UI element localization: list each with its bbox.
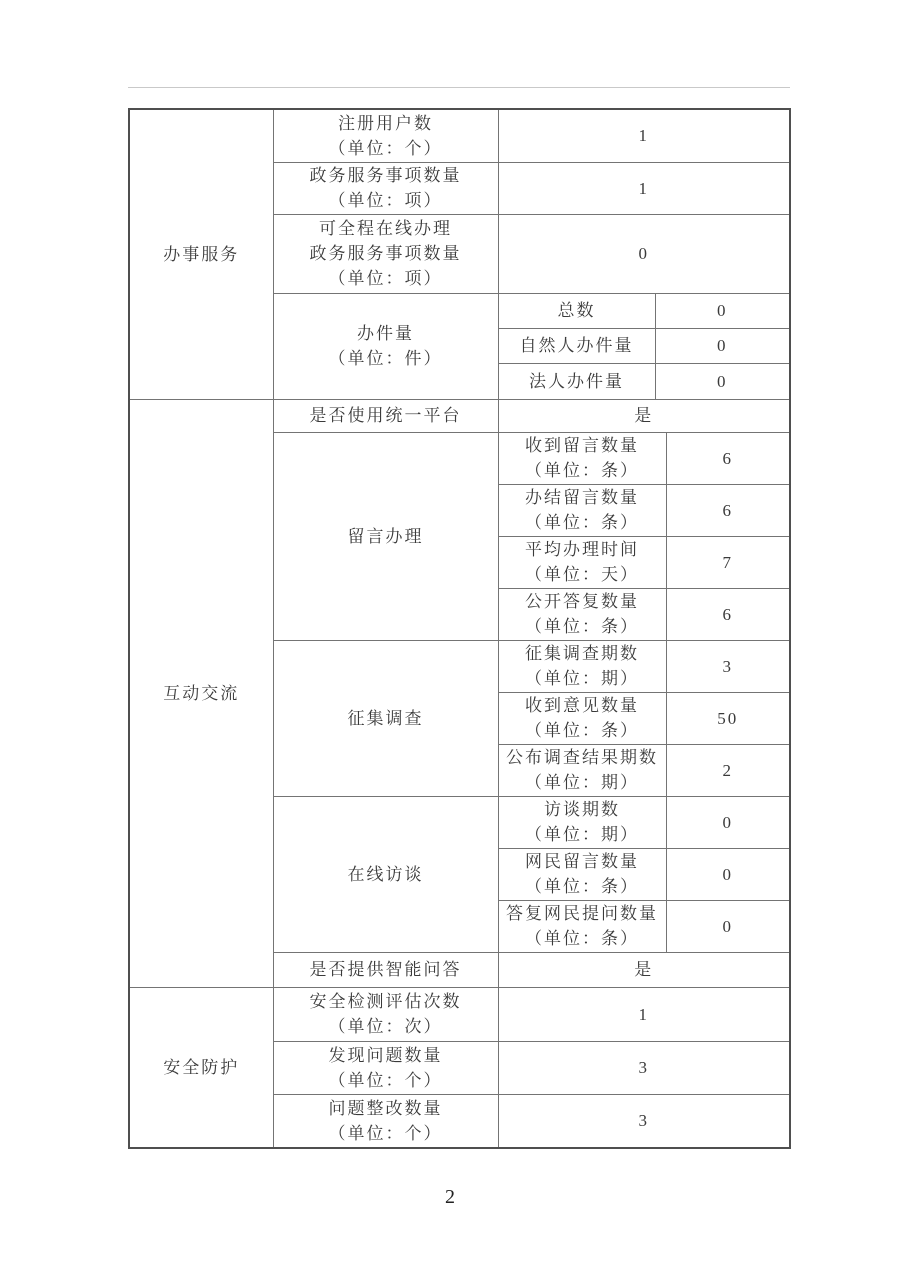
category-security-cell xyxy=(129,987,273,1148)
subitem-unit: （单位：期） xyxy=(525,669,639,688)
metric-label-cell xyxy=(273,162,498,214)
subitem-label-cell xyxy=(498,328,655,363)
group-cases-cell xyxy=(273,293,498,399)
metric-label-line2: 政务服务事项数量 xyxy=(309,244,462,263)
metric-value: 2 xyxy=(666,744,790,796)
subitem-label-cell xyxy=(498,692,666,744)
row-security-assessments xyxy=(129,987,790,1041)
metric-label: 是否提供智能问答 xyxy=(309,960,462,979)
metric-label-cell xyxy=(273,1094,498,1148)
metric-value: 1 xyxy=(498,109,790,162)
subitem-label: 平均办理时间 xyxy=(525,540,639,559)
subitem-label-cell xyxy=(498,363,655,399)
category-security-label: 安全防护 xyxy=(163,1057,240,1077)
subitem-label: 公布调查结果期数 xyxy=(506,748,658,767)
metric-unit: （单位：个） xyxy=(328,1123,443,1143)
subitem-label: 网民留言数量 xyxy=(525,852,639,871)
metric-value: 6 xyxy=(666,484,790,536)
page-break-rule xyxy=(128,87,790,88)
group-survey-cell xyxy=(273,640,498,796)
subitem-unit: （单位：条） xyxy=(525,721,639,740)
metric-value: 50 xyxy=(666,692,790,744)
metric-value: 3 xyxy=(498,1094,790,1148)
subitem-unit: （单位：条） xyxy=(525,929,639,948)
metric-label-cell xyxy=(273,214,498,293)
subitem-label-cell xyxy=(498,536,666,588)
metric-value: 3 xyxy=(666,640,790,692)
metric-value: 1 xyxy=(498,987,790,1041)
metric-value: 是 xyxy=(498,399,790,432)
subitem-unit: （单位：条） xyxy=(525,513,639,532)
subitem-label-cell xyxy=(498,640,666,692)
metric-value: 1 xyxy=(498,162,790,214)
annual-report-table xyxy=(128,108,791,1149)
row-unified-platform xyxy=(129,399,790,432)
metric-label-cell xyxy=(273,399,498,432)
metric-value: 0 xyxy=(498,214,790,293)
row-registered-users xyxy=(129,109,790,162)
subitem-label-cell xyxy=(498,744,666,796)
subitem-label: 答复网民提问数量 xyxy=(506,904,658,923)
subitem-label-cell xyxy=(498,432,666,484)
metric-value: 0 xyxy=(666,900,790,952)
metric-label: 安全检测评估次数 xyxy=(309,992,462,1011)
metric-label-cell xyxy=(273,109,498,162)
group-label: 征集调查 xyxy=(347,708,424,728)
metric-unit: （单位：项） xyxy=(328,269,443,288)
subitem-label: 自然人办件量 xyxy=(519,336,634,355)
subitem-unit: （单位：条） xyxy=(525,617,639,636)
group-label: 留言办理 xyxy=(347,526,424,546)
metric-label: 政务服务事项数量 xyxy=(309,166,462,185)
metric-unit: （单位：个） xyxy=(328,138,443,158)
metric-value: 0 xyxy=(655,293,790,328)
metric-value: 是 xyxy=(498,952,790,987)
subitem-label: 征集调查期数 xyxy=(525,644,639,663)
subitem-label: 收到意见数量 xyxy=(525,696,639,715)
metric-value: 0 xyxy=(666,796,790,848)
group-label: 办件量 xyxy=(357,324,414,343)
subitem-unit: （单位：条） xyxy=(525,461,639,480)
subitem-label: 收到留言数量 xyxy=(525,436,639,455)
metric-label: 注册用户数 xyxy=(338,113,433,133)
metric-unit: （单位：次） xyxy=(328,1017,443,1036)
subitem-label: 法人办件量 xyxy=(529,371,624,391)
subitem-label: 访谈期数 xyxy=(544,800,620,819)
subitem-label-cell xyxy=(498,900,666,952)
subitem-unit: （单位：天） xyxy=(525,565,639,584)
group-message-handling-cell xyxy=(273,432,498,640)
metric-label: 问题整改数量 xyxy=(328,1098,443,1118)
subitem-label-cell xyxy=(498,588,666,640)
metric-value: 7 xyxy=(666,536,790,588)
metric-value: 0 xyxy=(655,363,790,399)
subitem-unit: （单位：期） xyxy=(525,773,639,792)
subitem-label-cell xyxy=(498,848,666,900)
metric-unit: （单位：个） xyxy=(328,1070,443,1090)
subitem-label: 公开答复数量 xyxy=(525,592,639,611)
metric-label: 可全程在线办理 xyxy=(319,219,452,238)
metric-value: 3 xyxy=(498,1041,790,1094)
metric-label-cell xyxy=(273,1041,498,1094)
subitem-label: 办结留言数量 xyxy=(525,488,639,507)
subitem-unit: （单位：期） xyxy=(525,825,639,844)
subitem-unit: （单位：条） xyxy=(525,877,639,896)
metric-label-cell xyxy=(273,987,498,1041)
metric-label: 发现问题数量 xyxy=(328,1045,443,1065)
group-label: 在线访谈 xyxy=(347,864,424,884)
subitem-label-cell xyxy=(498,484,666,536)
metric-value: 0 xyxy=(666,848,790,900)
subitem-label-cell xyxy=(498,796,666,848)
category-service-cell xyxy=(129,109,273,399)
subitem-label-cell xyxy=(498,293,655,328)
group-unit: （单位：件） xyxy=(328,349,443,368)
metric-value: 0 xyxy=(655,328,790,363)
page-number: 2 xyxy=(445,1186,455,1208)
category-service-label: 办事服务 xyxy=(163,244,240,264)
metric-label-cell xyxy=(273,952,498,987)
subitem-label: 总数 xyxy=(557,301,596,320)
group-interview-cell xyxy=(273,796,498,952)
category-interaction-cell xyxy=(129,399,273,987)
metric-value: 6 xyxy=(666,588,790,640)
metric-value: 6 xyxy=(666,432,790,484)
metric-unit: （单位：项） xyxy=(328,191,443,210)
category-interaction-label: 互动交流 xyxy=(163,683,240,703)
metric-label: 是否使用统一平台 xyxy=(309,406,462,425)
